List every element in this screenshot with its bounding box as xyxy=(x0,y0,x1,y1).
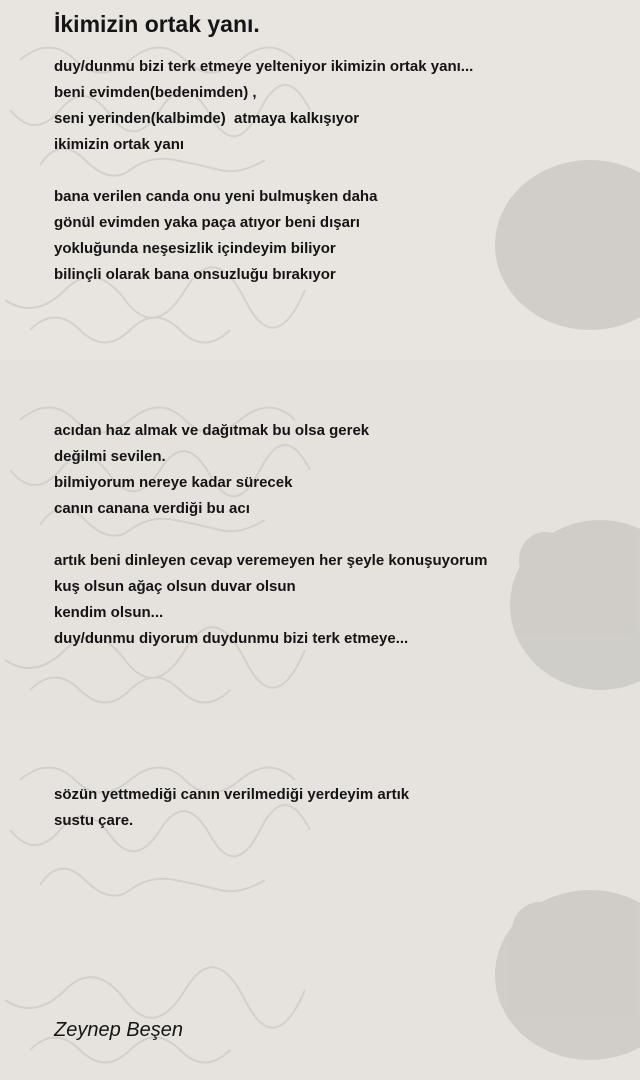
poem-line: beni evimden(bedenimden) , xyxy=(54,84,257,101)
poem-line: duy/dunmu bizi terk etmeye yelteniyor ikimizin ortak yanı... xyxy=(54,58,474,75)
poem-line: seni yerinden(kalbimde) atmaya kalkışıyor xyxy=(54,110,360,127)
poem-line: yokluğunda neşesizlik içindeyim biliyor xyxy=(54,240,336,257)
stanza-gap xyxy=(54,314,488,340)
poem-line: değilmi sevilen. xyxy=(54,448,166,465)
stanza-gap xyxy=(54,340,488,366)
poem-title: İkimizin ortak yanı. xyxy=(54,11,260,37)
poem-line: kuş olsun ağaç olsun duvar olsun xyxy=(54,578,296,595)
stanza-gap xyxy=(54,366,488,392)
poem-line: acıdan haz almak ve dağıtmak bu olsa gerek xyxy=(54,422,370,439)
author-name: Zeynep Beşen xyxy=(54,1019,183,1041)
poem-line: artık beni dinleyen cevap veremeyen her şeyle konuşuyorum xyxy=(54,552,488,569)
poem-line: canın canana verdiği bu acı xyxy=(54,500,250,517)
stanza-gap xyxy=(54,730,488,756)
poem-line: duy/dunmu diyorum duydunmu bizi terk etmeye... xyxy=(54,630,409,647)
poem-line: bana verilen canda onu yeni bulmuşken daha xyxy=(54,188,378,205)
poem-line: bilmiyorum nereye kadar sürecek xyxy=(54,474,293,491)
poem-line: bilinçli olarak bana onsuzluğu bırakıyor xyxy=(54,266,336,283)
poem-line: gönül evimden yaka paça atıyor beni dışarı xyxy=(54,214,360,231)
stanza-gap xyxy=(54,158,488,184)
poem-line: sözün yettmediği canın verilmediği yerdeyim artık xyxy=(54,786,410,803)
stanza-gap xyxy=(54,288,488,314)
stanza-gap xyxy=(54,392,488,418)
stanza-gap xyxy=(54,652,488,678)
stanza-gap xyxy=(54,704,488,730)
stanza-gap xyxy=(54,522,488,548)
poem-body xyxy=(54,54,488,834)
poem-line: sustu çare. xyxy=(54,812,134,829)
poem-line: ikimizin ortak yanı xyxy=(54,136,185,153)
poem-line: kendim olsun... xyxy=(54,604,164,621)
stanza-gap xyxy=(54,756,488,782)
stanza-gap xyxy=(54,678,488,704)
